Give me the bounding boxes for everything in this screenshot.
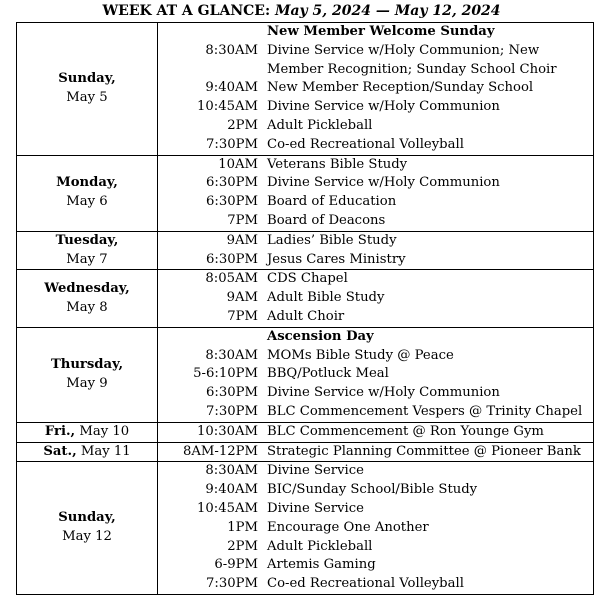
day-name: Wednesday, xyxy=(44,280,130,296)
times-cell xyxy=(158,422,263,442)
events-cell xyxy=(262,462,594,595)
event-name: Veterans Bible Study xyxy=(267,156,408,172)
events-cell xyxy=(262,422,594,442)
event-time: 8:30AM xyxy=(205,42,258,58)
event-time: 9:40AM xyxy=(205,80,258,96)
times-cell xyxy=(158,442,263,462)
times-cell xyxy=(158,270,263,327)
event-time: 6-9PM xyxy=(214,557,258,573)
events-cell xyxy=(262,270,594,327)
day-date: May 9 xyxy=(66,375,108,391)
event-name: New Member Reception/Sunday School xyxy=(267,80,534,96)
day-cell xyxy=(17,462,158,595)
event-time: 10:30AM xyxy=(196,423,258,439)
day-date: May 11 xyxy=(80,443,131,459)
day-cell xyxy=(17,231,158,270)
event-time xyxy=(158,23,258,42)
event-time: 7PM xyxy=(227,212,258,228)
event-time: 1PM xyxy=(227,519,258,535)
day-date: May 12 xyxy=(62,529,112,545)
page-title xyxy=(0,3,603,19)
day-name: Monday, xyxy=(56,175,118,191)
event-name: Co-ed Recreational Volleyball xyxy=(267,576,464,592)
day-row-monday xyxy=(17,155,594,231)
day-cell xyxy=(17,422,158,442)
event-name: Divine Service w/Holy Communion xyxy=(267,385,500,401)
event-time: 6:30PM xyxy=(206,385,258,401)
day-cell xyxy=(17,270,158,327)
event-time: 5-6:10PM xyxy=(193,366,258,382)
day-name: Sunday, xyxy=(58,70,116,86)
event-name: Divine Service xyxy=(267,463,364,479)
event-name: Divine Service w/Holy Communion; New xyxy=(267,42,540,58)
events-cell xyxy=(262,231,594,270)
event-time: 7:30PM xyxy=(206,136,258,152)
day-cell xyxy=(17,23,158,156)
event-time xyxy=(158,61,258,80)
day-row-wednesday xyxy=(17,270,594,327)
day-date: May 5 xyxy=(66,89,108,105)
event-name: Adult Choir xyxy=(267,308,345,324)
day-row-sunday-may5 xyxy=(17,23,594,156)
event-name: Ladies’ Bible Study xyxy=(267,232,397,248)
event-name: Adult Pickleball xyxy=(267,117,373,133)
event-name: CDS Chapel xyxy=(267,271,348,287)
event-time: 8AM-12PM xyxy=(182,443,258,459)
event-name: Co-ed Recreational Volleyball xyxy=(267,136,464,152)
event-time: 8:30AM xyxy=(205,347,258,363)
event-name: BLC Commencement @ Ron Younge Gym xyxy=(267,423,544,439)
day-row-thursday xyxy=(17,327,594,422)
day-date: May 6 xyxy=(66,194,108,210)
day-name: Sat., xyxy=(43,443,77,459)
day-name: Sunday, xyxy=(58,510,116,526)
times-cell xyxy=(158,327,263,422)
times-cell xyxy=(158,231,263,270)
event-name: BBQ/Potluck Meal xyxy=(267,366,389,382)
event-time: 7:30PM xyxy=(206,403,258,419)
event-time: 7:30PM xyxy=(206,576,258,592)
event-name: Board of Education xyxy=(267,194,397,210)
event-name: BIC/Sunday School/Bible Study xyxy=(267,482,478,498)
event-time: 10:45AM xyxy=(196,99,258,115)
event-name: Artemis Gaming xyxy=(267,557,376,573)
event-time: 10:45AM xyxy=(196,500,258,516)
day-heading: New Member Welcome Sunday xyxy=(267,24,495,39)
event-time: 7PM xyxy=(227,308,258,324)
event-time: 9:40AM xyxy=(205,482,258,498)
event-name: Jesus Cares Ministry xyxy=(267,251,406,267)
day-cell xyxy=(17,327,158,422)
times-cell xyxy=(158,155,263,231)
event-time: 10AM xyxy=(218,156,258,172)
event-name: BLC Commencement Vespers @ Trinity Chapel xyxy=(267,403,583,419)
event-name: Member Recognition; Sunday School Choir xyxy=(267,61,557,77)
events-cell xyxy=(262,23,594,156)
event-name: Divine Service w/Holy Communion xyxy=(267,175,500,191)
times-cell xyxy=(158,462,263,595)
event-name: Divine Service w/Holy Communion xyxy=(267,99,500,115)
event-time: 9AM xyxy=(226,232,258,248)
day-cell xyxy=(17,442,158,462)
event-time: 6:30PM xyxy=(206,251,258,267)
title-date-range: May 5, 2024 — May 12, 2024 xyxy=(274,3,501,19)
day-name: Tuesday, xyxy=(55,232,119,248)
day-name: Thursday, xyxy=(50,356,124,372)
event-name: Divine Service xyxy=(267,500,364,516)
event-name: MOMs Bible Study @ Peace xyxy=(267,347,454,363)
day-date: May 10 xyxy=(79,423,130,439)
times-cell xyxy=(158,23,263,156)
day-date: May 8 xyxy=(66,299,108,315)
event-name: Adult Pickleball xyxy=(267,538,373,554)
day-row-saturday xyxy=(17,442,594,462)
event-name: Strategic Planning Committee @ Pioneer Bank xyxy=(267,443,581,459)
event-time: 2PM xyxy=(227,117,258,133)
day-heading: Ascension Day xyxy=(267,328,374,344)
event-name: Encourage One Another xyxy=(267,519,429,535)
events-cell xyxy=(262,442,594,462)
title-label: WEEK AT A GLANCE: xyxy=(102,3,271,19)
event-time: 8:30AM xyxy=(205,463,258,479)
events-cell xyxy=(262,155,594,231)
schedule-table xyxy=(16,22,594,595)
event-time: 8:05AM xyxy=(205,271,258,287)
event-time: 6:30PM xyxy=(206,175,258,191)
day-cell xyxy=(17,155,158,231)
event-name: Board of Deacons xyxy=(267,212,386,228)
event-time: 9AM xyxy=(226,290,258,306)
day-date: May 7 xyxy=(66,251,108,267)
event-name: Adult Bible Study xyxy=(267,290,385,306)
events-cell xyxy=(262,327,594,422)
day-row-tuesday xyxy=(17,231,594,270)
day-name: Fri., xyxy=(44,423,76,439)
event-time: 2PM xyxy=(227,538,258,554)
day-row-sunday-may12 xyxy=(17,462,594,595)
day-row-friday xyxy=(17,422,594,442)
event-time xyxy=(158,328,258,347)
event-time: 6:30PM xyxy=(206,194,258,210)
